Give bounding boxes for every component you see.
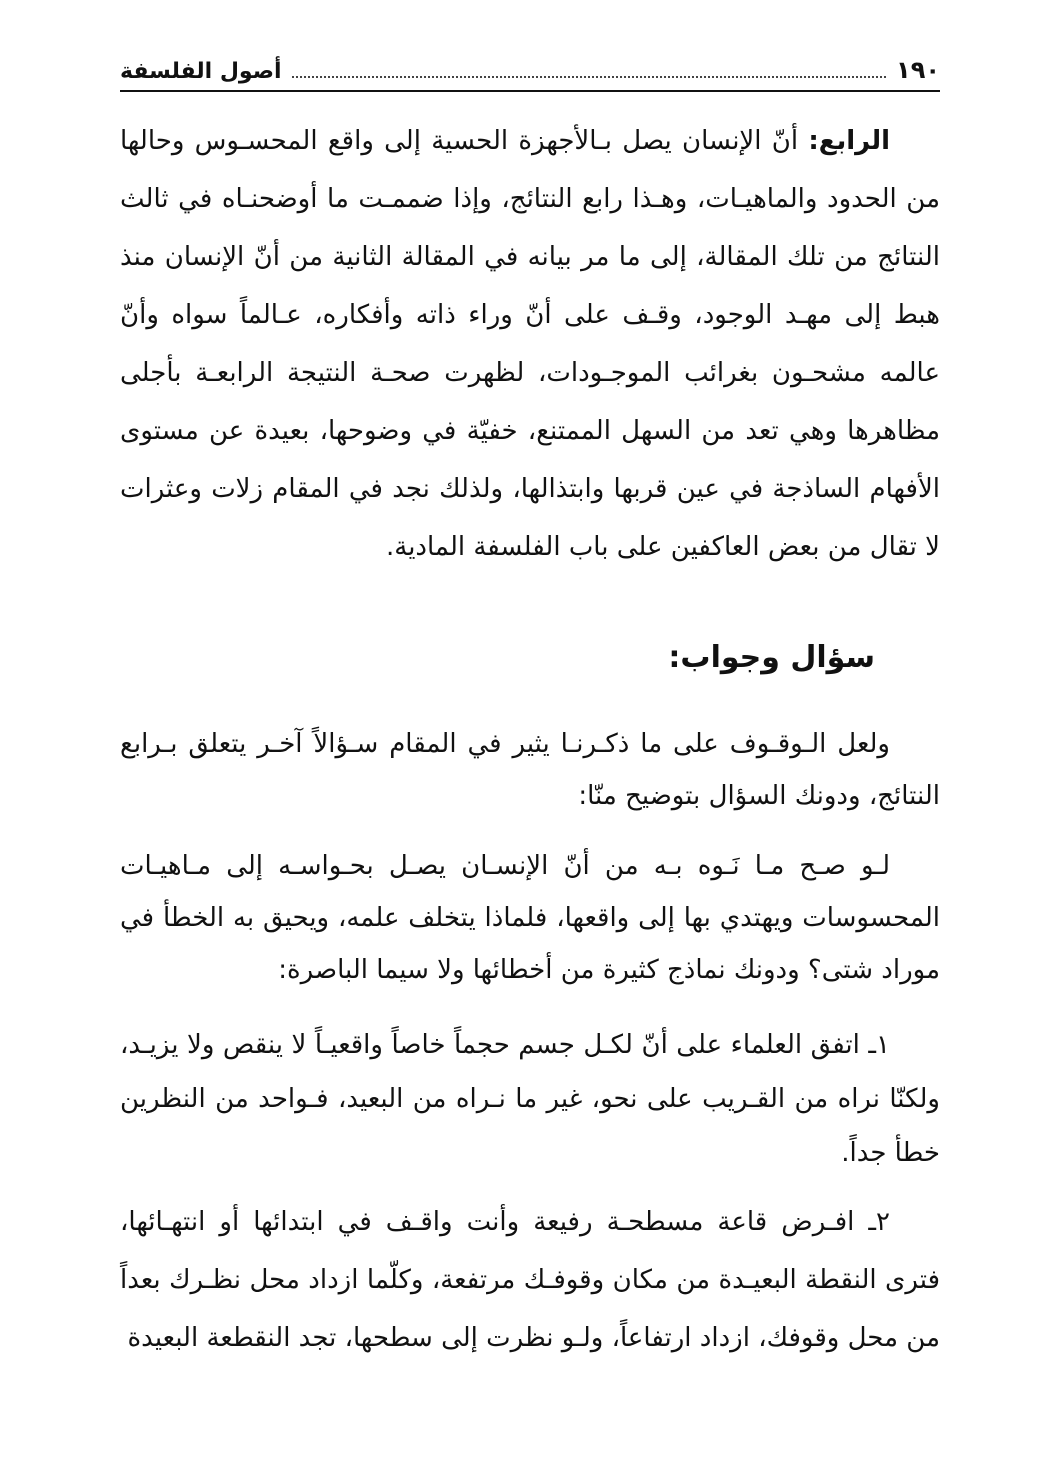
book-title: أصول الفلسفة bbox=[120, 59, 282, 84]
header-dot-leader bbox=[292, 76, 887, 78]
paragraph-question-intro: ولعل الـوقـوف على ما ذكـرنـا يثير في المقام سـؤالاً آخـر يتعلق بـرابع النتائج، ودونك السؤال بتوضيح منّا: bbox=[120, 729, 940, 811]
paragraph-body: أنّ الإنسان يصل بـالأجهزة الحسية إلى واقع المحسـوس وحالها من الحدود والماهيـات، وهـذا رابع النتائج، وإذا ضممـت ما أوضحنـاه في ثالث النتائج من تلك المقالة، إلى ما مر بيانه في المقالة الثانية من أنّ الإنسان منذ هبط إلى مهـد الوجود، وقـف على أنّ وراء ذاته وأفكاره، عـالماً سواه وأنّ عالمه مشحـون بغرائب الموجـودات، لظهرت صحـة النتيجة الرابعـة بأجلى مظاهرها وهي تعد من السهل الممتنع، خفيّة في وضوحها، بعيدة عن مستوى الأفهام الساذجة في عين قربها وابتذالها، ولذلك نجد في المقام زلات وعثرات لا تقال من بعض العاكفين على باب الفلسفة المادية. bbox=[120, 126, 940, 562]
page-number: ١٩٠ bbox=[896, 56, 940, 84]
paragraph-example-2: ٢ـ افـرض قاعة مسطحـة رفيعة وأنت واقـف في ابتدائها أو انتهـائها، فترى النقطة البعيـدة من مكان وقوفـك مرتفعة، وكلّما ازداد محل نظـرك بعداً من محل وقوفك، ازداد ارتفاعاً، ولـو نظرت إلى سطحها، تجد النقطعة البعيدة bbox=[120, 1207, 940, 1353]
paragraph-question: لـو صـح مـا نَـوه بـه من أنّ الإنسـان يصـل بحـواسـه إلى مـاهيـات المحسوسات ويهتدي بها إلى واقعها، فلماذا يتخلف علمه، ويحيق به الخطأ في موراد شتى؟ ودونك نماذج كثيرة من أخطائها ولا سيما الباصرة: bbox=[120, 851, 940, 985]
paragraph-example-1: ١ـ اتفق العلماء على أنّ لكـل جسم حجماً خاصاً واقعيـاً لا ينقص ولا يزيـد، ولكنّا نراه من القـريب على نحو، غير ما نـراه من البعيد، فـواحد من النظرين خطأ جداً. bbox=[120, 1030, 940, 1168]
paragraph-lead-label: الرابع: bbox=[808, 126, 890, 156]
running-header bbox=[120, 52, 940, 92]
section-heading: سؤال وجواب: bbox=[668, 640, 875, 675]
paragraph-fourth-result bbox=[120, 112, 940, 576]
